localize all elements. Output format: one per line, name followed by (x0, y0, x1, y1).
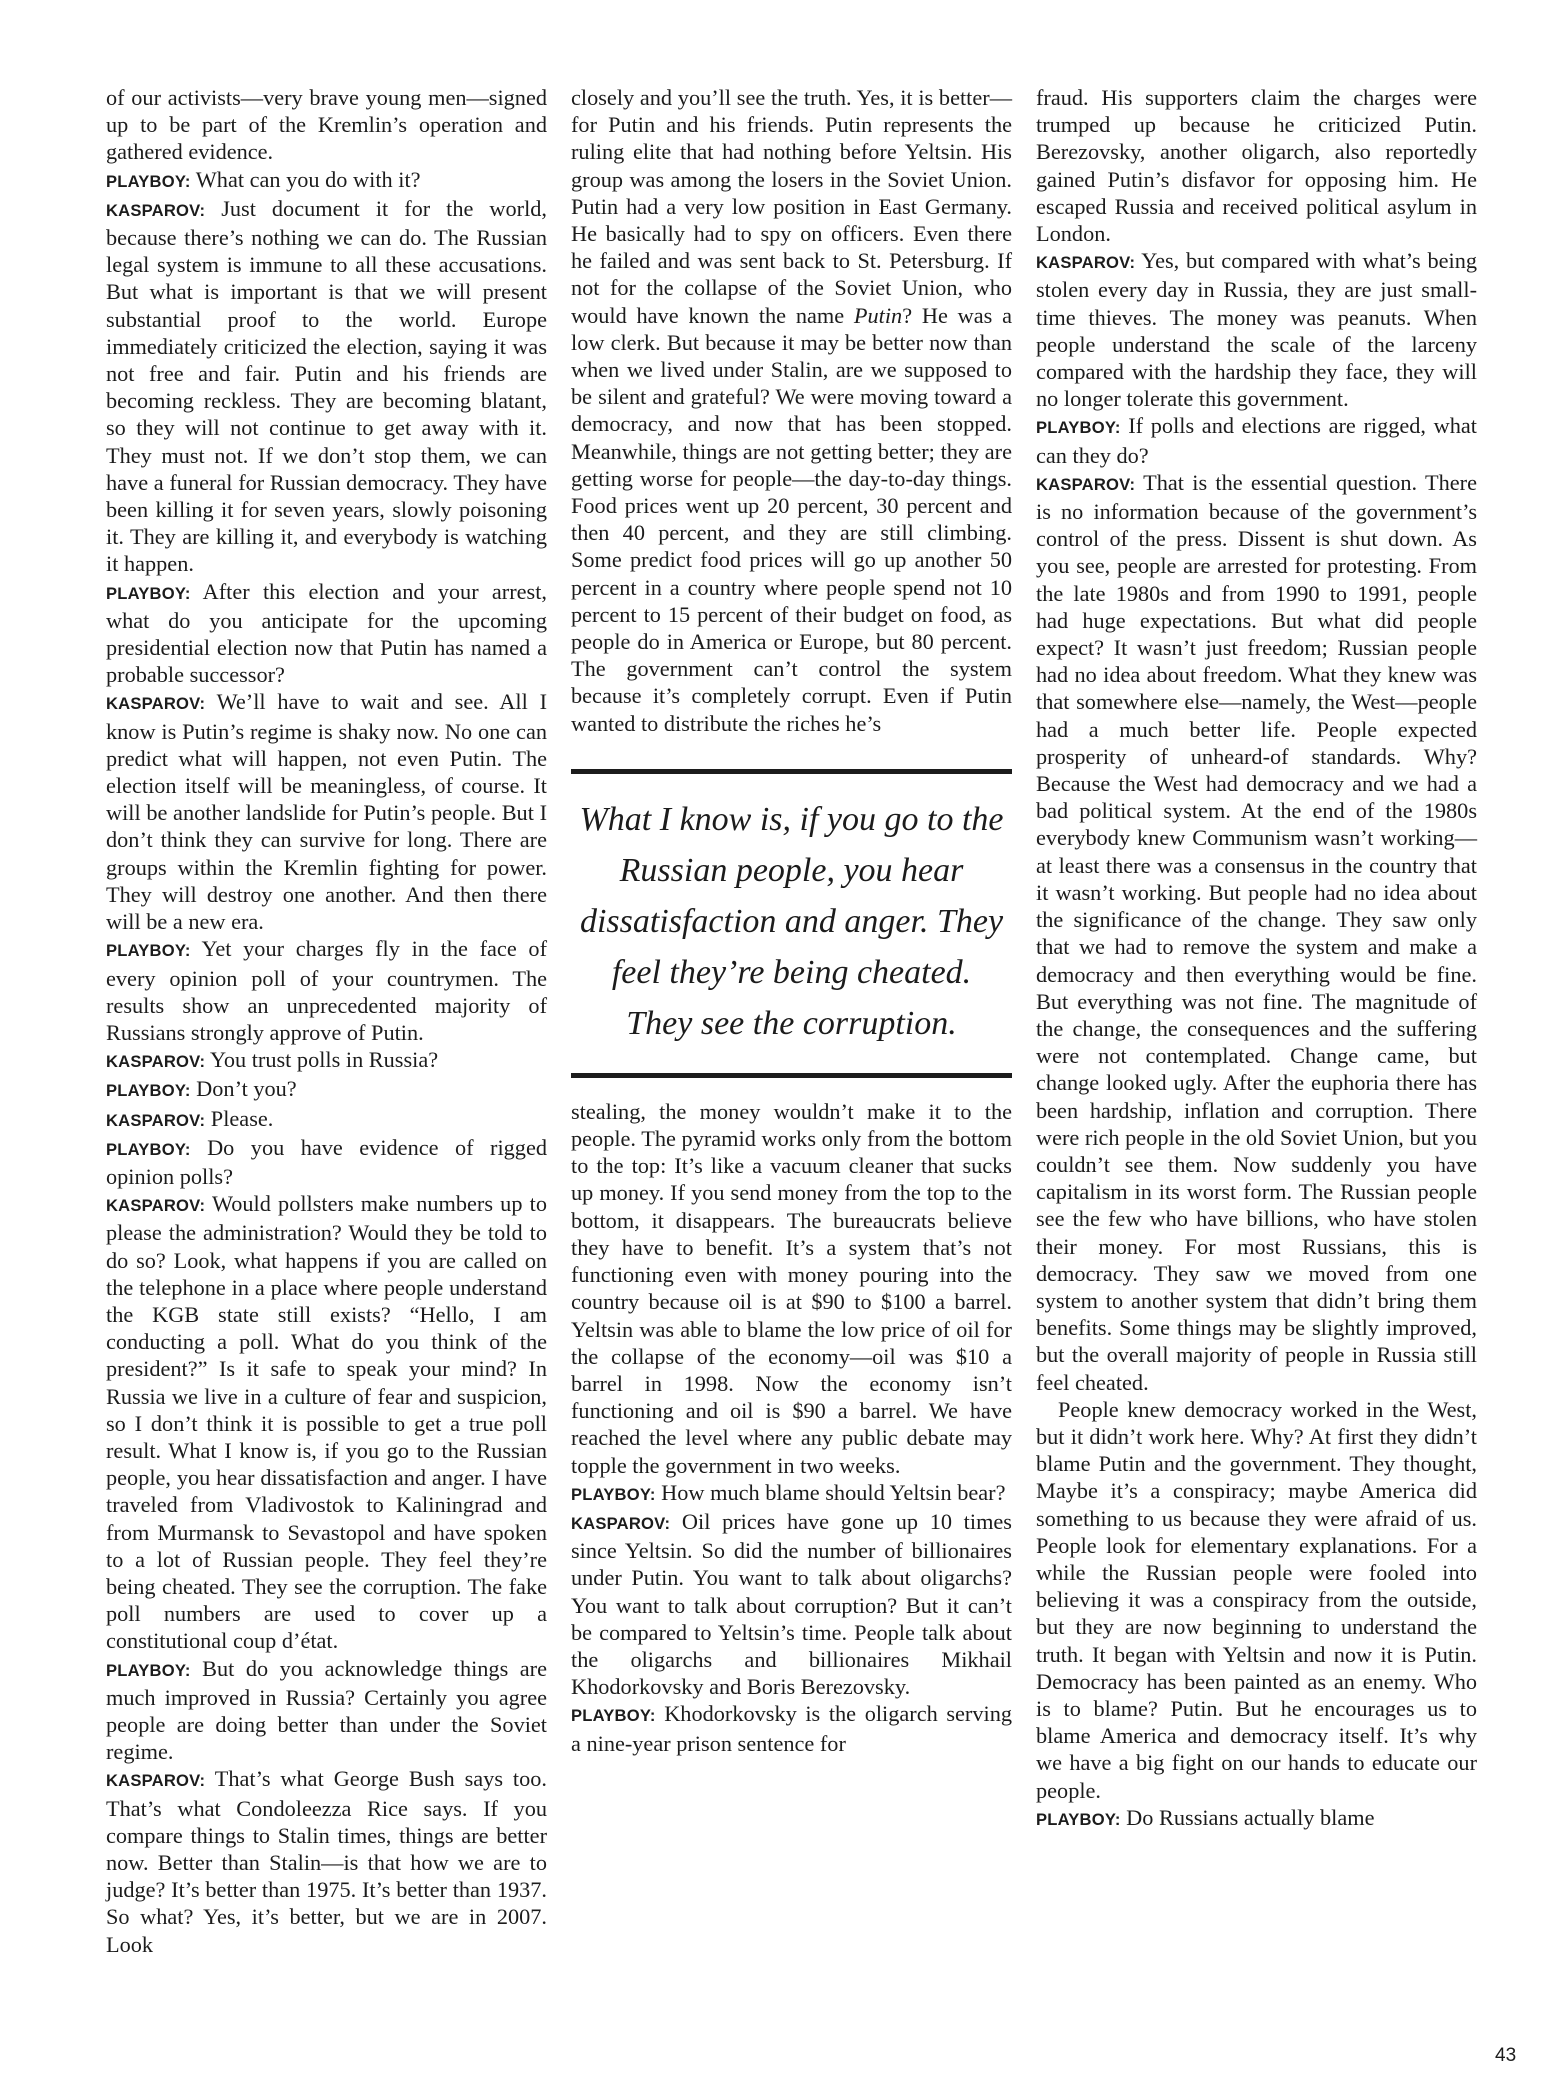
paragraph: People knew democracy worked in the West, but it didn’t work here. Why? At first they didn’t blame Putin and the government. They thought, Maybe it’s a conspiracy; maybe America did something to us because they were afraid of us. People look for elementary explanations. For a while the Russian people were fooled into believing it was a conspiracy from the outside, but they are now beginning to understand the truth. It began with Yeltsin and now it is Putin. Democracy has been painted as an enemy. Who is to blame? Putin. But he encourages us to blame America and democracy itself. It’s why we have a big fight on our hands to educate our people. (1036, 1396, 1477, 1803)
answer-text: Just document it for the world, because there’s nothing we can do. The Russian legal system is immune to all these accusations. But what is important is that we will present substantial proof to the world. Europe immediately criticized the election, saying it was not free and fair. Putin and his friends are becoming reckless. They are becoming blatant, so they will not continue to get away with it. They must not. If we don’t stop them, we can have a funeral for Russian democracy. They have been killing it for seven years, slowly poisoning it. They are killing it, and everybody is watching it happen. (106, 195, 547, 577)
paragraph (1036, 469, 1477, 1396)
paragraph (106, 1190, 547, 1654)
answer-text: You trust polls in Russia? (205, 1047, 439, 1073)
question-text: Khodorkovsky is the oligarch serving a nine-year prison sentence for (571, 1701, 1012, 1756)
paragraph (106, 935, 547, 1046)
speaker-label: PLAYBOY: (571, 1484, 656, 1504)
speaker-label: KASPAROV: (106, 1110, 206, 1130)
speaker-label: PLAYBOY: (106, 1139, 191, 1159)
question-text: If polls and elections are rigged, what can they do? (1036, 413, 1477, 468)
paragraph (106, 1765, 547, 1957)
speaker-label: PLAYBOY: (1036, 418, 1121, 438)
paragraph: of our activists—very brave young men—signed up to be part of the Kremlin’s operation and gathered evidence. (106, 85, 547, 165)
speaker-label: KASPAROV: (106, 1052, 206, 1072)
column-2-continued (571, 1098, 1012, 1757)
paragraph (1036, 247, 1477, 412)
paragraph (106, 688, 547, 935)
paragraph: stealing, the money wouldn’t make it to the people. The pyramid works only from the bottom to the top: It’s like a vacuum cleaner that sucks up money. If you send money from the top to the bottom, it disappears. The bureaucrats believe they have to benefit. It’s a system that’s not functioning even with money pouring into the country because oil is at $90 to $100 a barrel. Yeltsin was able to blame the low price of oil for the collapse of the economy—oil was $10 a barrel in 1998. Now the economy isn’t functioning and oil is $90 a barrel. We have reached the level where any public debate may topple the government in two weeks. (571, 1098, 1012, 1478)
answer-text: Yes, but compared with what’s being stolen every day in Russia, they are just small-time thieves. The money was peanuts. When people understand the scale of the larceny compared with the hardship they face, they will no longer tolerate this government. (1036, 248, 1477, 412)
paragraph (106, 166, 547, 195)
answer-text: We’ll have to wait and see. All I know is Putin’s regime is shaky now. No one can predict what will happen, not even Putin. The election itself will be meaningless, of course. It will be another landslide for Putin’s people. But I don’t think they can survive for long. There are groups within the Kremlin fighting for power. They will destroy one another. And then there will be a new era. (106, 689, 547, 935)
page-number: 43 (1495, 2045, 1517, 2066)
answer-text: closely and you’ll see the truth. Yes, it is better—for Putin and his friends. Putin represents the ruling elite that had nothing before Yeltsin. His group was among the losers in the Soviet Union. Putin had a very low position in East Germany. He basically had to spy on officers. Even there he failed and was sent back to St. Petersburg. If not for the collapse of the Soviet Union, who would have known the name (571, 85, 1012, 328)
speaker-label: PLAYBOY: (106, 941, 191, 961)
question-text: After this election and your arrest, what do you anticipate for the upcoming presidential election now that Putin has named a probable successor? (106, 578, 547, 688)
column-3 (1036, 84, 1477, 1833)
speaker-label: PLAYBOY: (571, 1706, 656, 1726)
speaker-label: PLAYBOY: (106, 171, 191, 191)
question-text: Don’t you? (190, 1076, 297, 1102)
paragraph (1036, 1804, 1477, 1833)
answer-text: Oil prices have gone up 10 times since Yeltsin. So did the number of billionaires under Putin. You want to talk about oligarchs? You want to talk about corruption? But it can’t be compared to Yeltsin’s time. People talk about the oligarchs and billionaires Mikhail Khodorkovsky and Boris Berezovsky. (571, 1508, 1012, 1700)
paragraph (106, 578, 547, 689)
paragraph (106, 1134, 547, 1190)
paragraph (106, 1075, 547, 1104)
emphasis-text: Putin (853, 302, 903, 328)
answer-text: ? He was a low clerk. But because it may be better now than when we lived under Stalin, are we supposed to be silent and grateful? We were moving toward a democracy, and now that has been stopped. Meanwhile, things are not getting better; they are getting worse for people—the day-to-day things. Food prices went up 20 percent, 30 percent and then 40 percent, and they are still climbing. Some predict food prices will go up another 50 percent in a country where people spend not 10 percent to 15 percent of their budget on food, as people do in America or Europe, but 80 percent. The government can’t control the system because it’s completely corrupt. Even if Putin wanted to distribute the riches he’s (571, 302, 1012, 736)
speaker-label: PLAYBOY: (106, 583, 191, 603)
question-text: Yet your charges fly in the face of every opinion poll of your countrymen. The results show an unprecedented majority of Russians strongly approve of Putin. (106, 936, 547, 1045)
paragraph (571, 1508, 1012, 1700)
paragraph (106, 195, 547, 578)
answer-text: That is the essential question. There is no information because of the government’s control of the press. Dissent is shut down. As you see, people are arrested for protesting. From the late 1980s and from 1990 to 1991, people had huge expectations. But what did people expect? It wasn’t just freedom; Russian people had no idea about freedom. What they knew was that somewhere else—namely, the West—people had a much better life. People expected prosperity of unheard-of standards. Why? Because the West had democracy and we had a bad political system. At the end of the 1980s everybody knew Communism wasn’t working—at least there was a consensus in the country that it wasn’t working. But people had no idea about the significance of the change. They saw only that we had to remove the system and make a democracy and then everything would be fine. But everything was not fine. The magnitude of the change, the consequences and the suffering were not contemplated. Change came, but change looked ugly. After the euphoria there has been hardship, inflation and corruption. There were rich people in the old Soviet Union, but you couldn’t see them. Now suddenly you have capitalism in its worst form. The Russian people see the few who have billions, who have stolen their money. For most Russians, this is democracy. They saw we moved from one system to another system that didn’t bring them benefits. Some things may be slightly improved, but the overall majority of people in Russia still feel cheated. (1036, 469, 1477, 1395)
speaker-label: KASPAROV: (106, 694, 206, 714)
paragraph (106, 1105, 547, 1134)
column-1 (106, 84, 547, 1958)
question-text: Do you have evidence of rigged opinion polls? (106, 1134, 547, 1189)
question-text: But do you acknowledge things are much improved in Russia? Certainly you agree people are doing better than under the Soviet regime. (106, 1655, 547, 1765)
answer-text: Please. (205, 1105, 274, 1131)
paragraph (571, 1479, 1012, 1508)
question-text: What can you do with it? (190, 166, 421, 192)
speaker-label: KASPAROV: (571, 1513, 671, 1533)
answer-text: That’s what George Bush says too. That’s what Condoleezza Rice says. If you compare things to Stalin times, things are better now. Better than Stalin—is that how we are to judge? It’s better than 1975. It’s better than 1937. So what? Yes, it’s better, but we are in 2007. Look (106, 1766, 547, 1957)
speaker-label: KASPAROV: (1036, 474, 1136, 494)
paragraph: fraud. His supporters claim the charges were trumped up because he criticized Putin. Berezovsky, another oligarch, also reportedly gained Putin’s disfavor for opposing him. He escaped Russia and received political asylum in London. (1036, 85, 1477, 247)
speaker-label: PLAYBOY: (106, 1081, 191, 1101)
speaker-label: KASPAROV: (106, 1771, 206, 1791)
paragraph (1036, 412, 1477, 468)
column-2 (571, 84, 1012, 1757)
question-text: Do Russians actually blame (1120, 1804, 1375, 1830)
paragraph (106, 1655, 547, 1766)
pull-quote: What I know is, if you go to the Russian people, you hear dissatisfaction and anger. They feel they’re being cheated. They see the corruption. (571, 769, 1012, 1078)
paragraph (571, 84, 1012, 737)
question-text: How much blame should Yeltsin bear? (655, 1479, 1006, 1505)
speaker-label: PLAYBOY: (106, 1660, 191, 1680)
speaker-label: KASPAROV: (106, 1196, 206, 1216)
paragraph (106, 1046, 547, 1075)
paragraph (571, 1700, 1012, 1756)
speaker-label: PLAYBOY: (1036, 1809, 1121, 1829)
speaker-label: KASPAROV: (106, 200, 206, 220)
speaker-label: KASPAROV: (1036, 253, 1136, 273)
answer-text: Would pollsters make numbers up to please the administration? Would they be told to do so? Look, what happens if you are called on the telephone in a place where people understand the KGB state still exists? “Hello, I am conducting a poll. What do you think of the president?” Is it safe to speak your mind? In Russia we live in a culture of fear and suspicion, so I don’t think it is possible to get a true poll result. What I know is, if you go to the Russian people, you hear dissatisfaction and anger. I have traveled from Vladivostok to Kaliningrad and from Murmansk to Sevastopol and have spoken to a lot of Russian people. They feel they’re being cheated. They see the corruption. The fake poll numbers are used to cover up a constitutional coup d’état. (106, 1191, 547, 1654)
